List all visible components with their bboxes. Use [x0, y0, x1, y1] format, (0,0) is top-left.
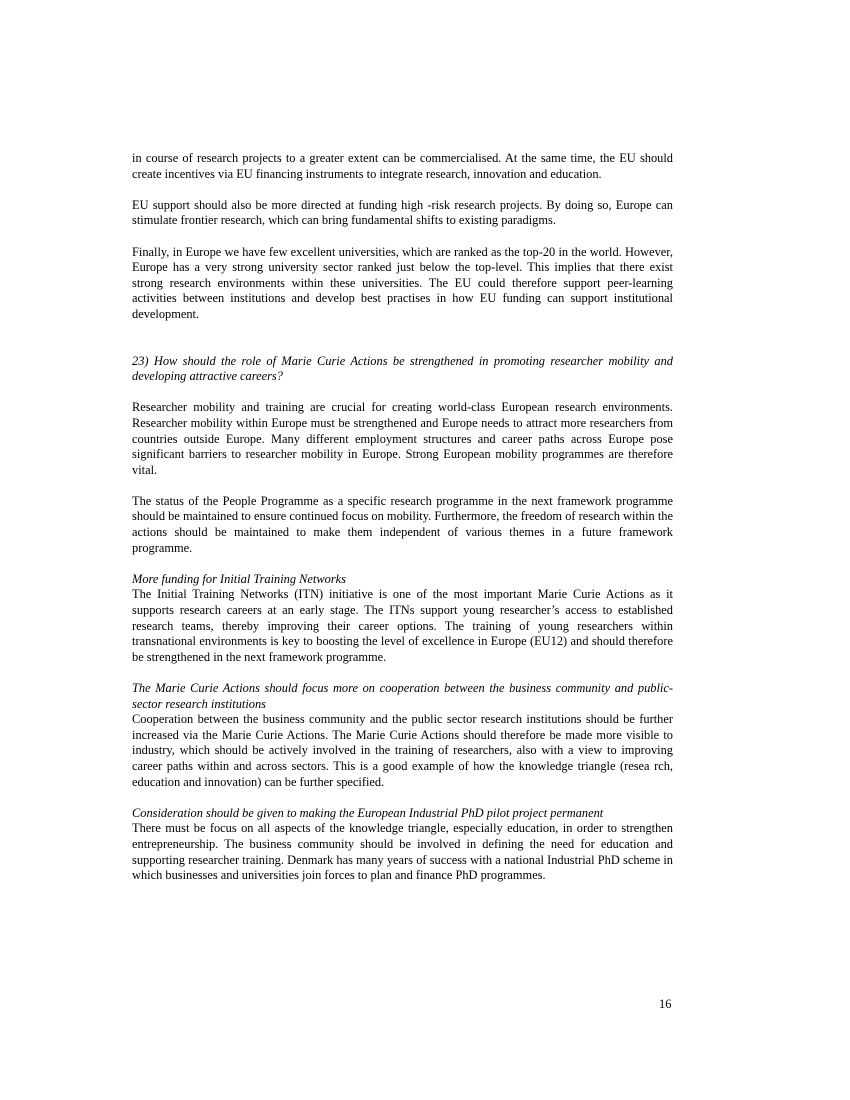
- intro-paragraph-3: Finally, in Europe we have few excellent universities, which are ranked as the top-20 in the world. However, Europe has a very strong university sector ranked just below the top-level. This implies that there exist strong research environments within these universities. The EU could therefore support peer-learning activities between institutions and develop best practises in how EU funding can support institutional development.: [132, 244, 673, 321]
- section-heading: More funding for Initial Training Networks: [132, 571, 346, 586]
- section-body: Cooperation between the business community and the public sector research institutions should be further increased via the Marie Curie Actions. The Marie Curie Actions should therefore be made more visible to industry, which should be actively involved in the training of researchers, also with a view to improving career paths within and across sectors. This is a good example of how the knowledge triangle (resea rch, education and innovation) can be further specified.: [132, 712, 673, 789]
- question-heading: 23) How should the role of Marie Curie Actions be strengthened in promoting researcher mobility and developing attractive careers?: [132, 353, 673, 384]
- page-number: 16: [659, 997, 672, 1011]
- section-industrial-phd: [132, 806, 673, 884]
- section-itn: [132, 572, 673, 666]
- answer-paragraph-1: Researcher mobility and training are crucial for creating world-class European research environments. Researcher mobility within Europe must be strengthened and Europe needs to attract more researchers from countries outside Europe. Many different employment structures and career paths across Europe pose significant barriers to researcher mobility in Europe. Strong European mobility programmes are therefore vital.: [132, 400, 673, 477]
- section-heading: Consideration should be given to making the European Industrial PhD pilot project permanent: [132, 805, 604, 820]
- document-body: [132, 151, 673, 884]
- answer-paragraph-2: The status of the People Programme as a specific research programme in the next framework programme should be maintained to ensure continued focus on mobility. Furthermore, the freedom of research within the actions should be maintained to make them independent of various themes in a future framework programme.: [132, 493, 673, 555]
- intro-paragraph-2: EU support should also be more directed at funding high -risk research projects. By doing so, Europe can stimulate frontier research, which can bring fundamental shifts to existing paradigms.: [132, 197, 673, 228]
- intro-paragraph-1: in course of research projects to a greater extent can be commercialised. At the same time, the EU should create incentives via EU financing instruments to integrate research, innovation and education.: [132, 151, 673, 181]
- section-heading: The Marie Curie Actions should focus more on cooperation between the business community and public-sector research institutions: [132, 681, 673, 711]
- section-body: The Initial Training Networks (ITN) initiative is one of the most important Marie Curie Actions as it supports research careers at an early stage. The ITNs support young researcher’s access to established research teams, thereby improving their career options. The training of young researchers within transnational environments is key to boosting the level of excellence in Europe (EU12) and should therefore be strengthened in the next framework programme.: [132, 587, 673, 664]
- section-business-cooperation: [132, 681, 673, 790]
- section-body: There must be focus on all aspects of the knowledge triangle, especially education, in order to strengthen entrepreneurship. The business community should be involved in defining the need for education and supporting researcher training. Denmark has many years of success with a national Industrial PhD scheme in which businesses and universities join forces to plan and finance PhD programmes.: [132, 821, 673, 883]
